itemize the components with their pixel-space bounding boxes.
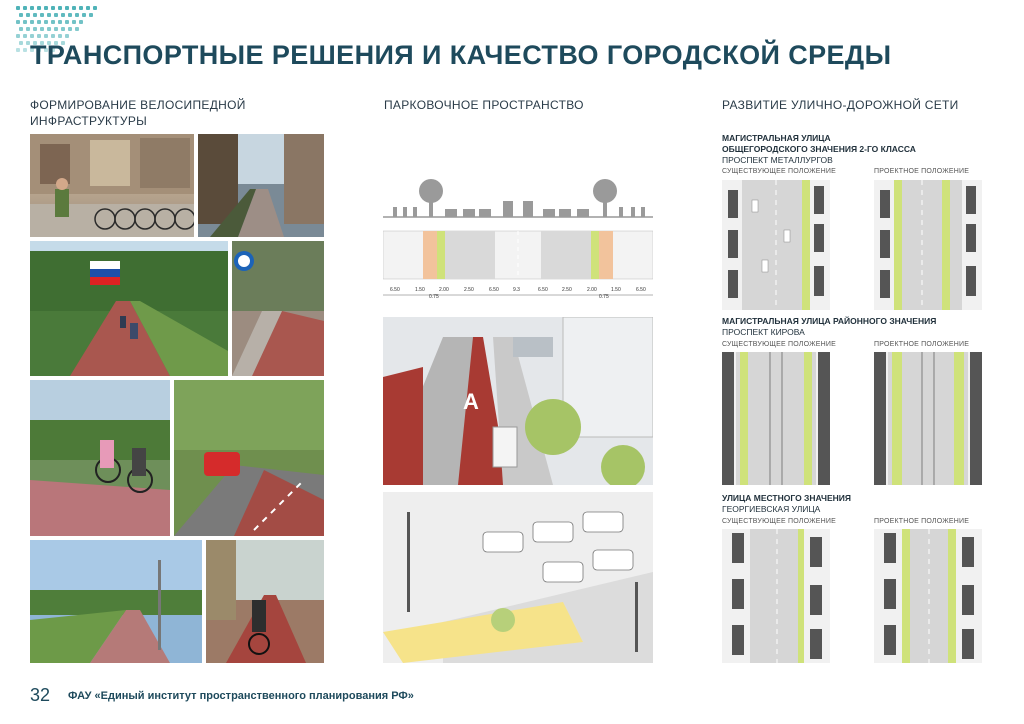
sub-dimension-label: 0.75 [599,294,609,300]
pattern-dot [79,6,83,10]
bike-heading-line2: ИНФРАСТРУКТУРЫ [30,114,148,128]
pattern-dot [44,6,48,10]
street1-proposed-plan-drawing [874,180,982,310]
pattern-dot [58,20,62,24]
pattern-dot [54,13,58,17]
pattern-dot [93,6,97,10]
dimension-label: 2.00 [587,287,597,293]
photo-tree-lined-bike-path [30,241,228,376]
street1-existing-plan-drawing [722,180,830,310]
pattern-dot [16,6,20,10]
pattern-dot [19,41,23,45]
parking-cross-section [383,165,653,305]
pattern-dot [54,27,58,31]
pattern-dot [30,34,34,38]
street1-existing-plan [722,180,830,310]
pattern-dot [37,6,41,10]
pattern-dot [89,13,93,17]
pattern-dot [23,20,27,24]
pattern-dot [16,48,20,52]
pattern-dot [23,34,27,38]
dimension-label: 2.00 [439,287,449,293]
pattern-dot [30,20,34,24]
street2-existing-label: СУЩЕСТВУЮЩЕЕ ПОЛОЖЕНИЕ [722,341,836,348]
pattern-dot [37,20,41,24]
street2-proposed-plan-drawing [874,352,982,485]
pattern-dot [47,13,51,17]
pattern-dot [72,6,76,10]
pattern-dot [33,27,37,31]
street3-proposed-plan-drawing [874,529,982,663]
street1-title [722,133,916,155]
dimension-label: 6.50 [636,287,646,293]
pattern-dot [30,6,34,10]
pattern-dot [44,34,48,38]
cyclist-red-lane-illustration [206,540,324,663]
pattern-dot [58,34,62,38]
street1-title-line2: ОБЩЕГОРОДСКОГО ЗНАЧЕНИЯ 2-ГО КЛАССА [722,144,916,154]
bike-section-heading [30,97,246,129]
pattern-dot [65,6,69,10]
pattern-dot [79,20,83,24]
pattern-dot [51,20,55,24]
street3-existing-label: СУЩЕСТВУЮЩЕЕ ПОЛОЖЕНИЕ [722,518,836,525]
page-title: ТРАНСПОРТНЫЕ РЕШЕНИЯ И КАЧЕСТВО ГОРОДСКОЙ СРЕДЫ [30,40,892,70]
pattern-dot [16,34,20,38]
street3-existing-plan [722,529,830,663]
photo-city-bike-lane [198,134,324,237]
dimension-label: 1.50 [415,287,425,293]
pattern-dot [51,34,55,38]
pattern-dot [72,20,76,24]
pattern-dot [68,13,72,17]
street-red-car-illustration [174,380,324,536]
city-bike-lane-illustration [198,134,324,237]
dimension-label: 9.3 [513,287,520,293]
dimension-label: 6.50 [390,287,400,293]
dimension-label: 6.50 [538,287,548,293]
street1-proposed-label: ПРОЕКТНОЕ ПОЛОЖЕНИЕ [874,168,970,175]
parking-street-render [383,492,653,663]
pattern-dot [26,27,30,31]
photo-cyclist-red-lane [206,540,324,663]
parking-section-heading: ПАРКОВОЧНОЕ ПРОСТРАНСТВО [384,98,584,112]
pattern-dot [16,20,20,24]
street2-existing-plan [722,352,830,485]
photo-bike-parking [30,134,194,237]
pattern-dot [37,34,41,38]
street1-title-line1: МАГИСТРАЛЬНАЯ УЛИЦА [722,133,831,143]
pattern-dot [86,6,90,10]
dimension-label: 1.50 [611,287,621,293]
pattern-dot [75,27,79,31]
street-render-illustration [383,492,653,663]
pattern-dot [40,27,44,31]
pattern-dot [19,27,23,31]
street2-proposed-label: ПРОЕКТНОЕ ПОЛОЖЕНИЕ [874,341,970,348]
pattern-dot [23,48,27,52]
street2-title: МАГИСТРАЛЬНАЯ УЛИЦА РАЙОННОГО ЗНАЧЕНИЯ [722,316,937,326]
pattern-dot [61,13,65,17]
cross-section-diagram [383,165,653,305]
pattern-dot [26,13,30,17]
pattern-dot [33,13,37,17]
street3-title: УЛИЦА МЕСТНОГО ЗНАЧЕНИЯ [722,493,851,503]
bike-heading-line1: ФОРМИРОВАНИЕ ВЕЛОСИПЕДНОЙ [30,98,246,112]
photo-street-red-car [174,380,324,536]
pattern-dot [51,6,55,10]
dimension-label: 2.50 [464,287,474,293]
photo-cyclists-crossing [30,380,170,536]
footer-organization: ФАУ «Единый институт пространственного планирования РФ» [68,690,414,702]
photo-sidewalk-bike-lane [232,241,324,376]
sub-dimension-label: 0.75 [429,294,439,300]
sidewalk-lane-illustration [232,241,324,376]
street3-name: ГЕОРГИЕВСКАЯ УЛИЦА [722,504,821,514]
dimension-labels [383,287,653,300]
pattern-dot [19,13,23,17]
dimension-label: 6.50 [489,287,499,293]
photo-park-bike-path [30,540,202,663]
dimension-label: 2.50 [562,287,572,293]
street1-existing-label: СУЩЕСТВУЮЩЕЕ ПОЛОЖЕНИЕ [722,168,836,175]
pattern-dot [65,20,69,24]
cyclists-crossing-illustration [30,380,170,536]
pattern-dot [47,27,51,31]
pattern-dot [75,13,79,17]
tree-lined-path-illustration [30,241,228,376]
pattern-dot [82,13,86,17]
pattern-dot [40,13,44,17]
pattern-dot [58,6,62,10]
street3-proposed-label: ПРОЕКТНОЕ ПОЛОЖЕНИЕ [874,518,970,525]
pattern-dot [68,27,72,31]
park-path-illustration [30,540,202,663]
street2-proposed-plan [874,352,982,485]
page-number: 32 [30,685,51,705]
pattern-dot [65,34,69,38]
bike-parking-illustration [30,134,194,237]
pattern-dot [44,20,48,24]
bus-lane-letter: A [463,389,479,414]
street2-name: ПРОСПЕКТ КИРОВА [722,327,805,337]
parking-bus-lane-render [383,317,653,485]
streets-section-heading: РАЗВИТИЕ УЛИЧНО-ДОРОЖНОЙ СЕТИ [722,98,959,112]
bus-lane-render-illustration [383,317,653,485]
street1-proposed-plan [874,180,982,310]
street3-proposed-plan [874,529,982,663]
street2-existing-plan-drawing [722,352,830,485]
pattern-dot [61,27,65,31]
street3-existing-plan-drawing [722,529,830,663]
pattern-dot [23,6,27,10]
street1-name: ПРОСПЕКТ МЕТАЛЛУРГОВ [722,155,833,165]
